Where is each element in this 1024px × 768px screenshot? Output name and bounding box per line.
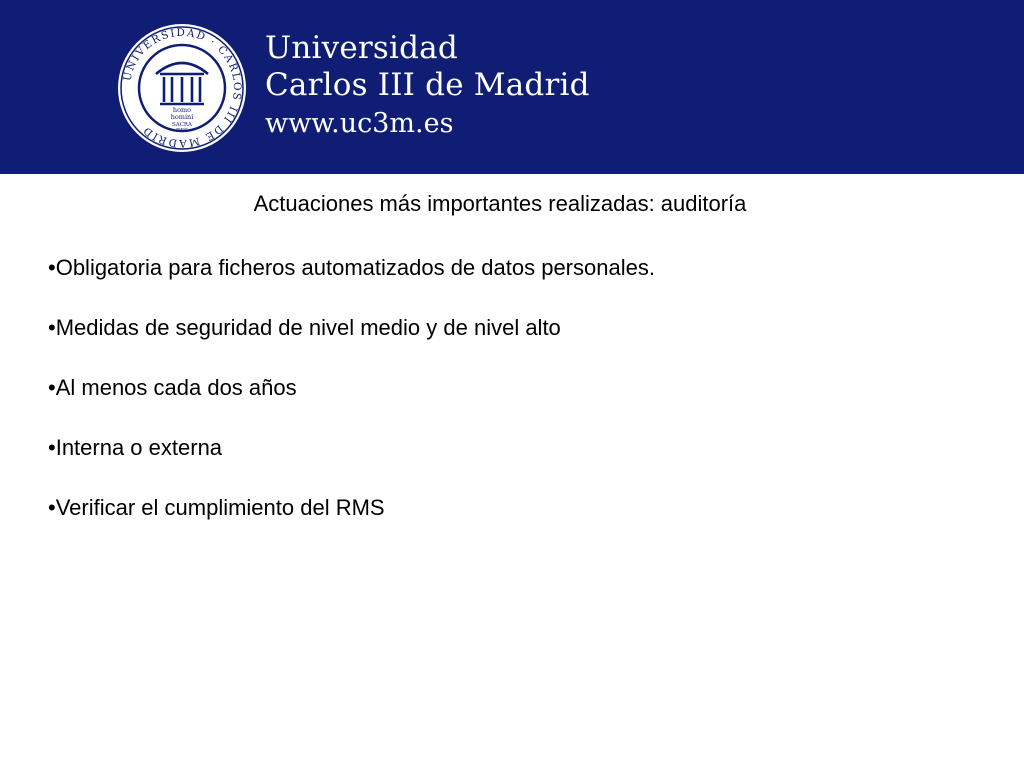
bullet-item: •Verificar el cumplimiento del RMS bbox=[48, 495, 385, 520]
bullet-item: •Al menos cada dos años bbox=[48, 375, 297, 400]
university-wordmark bbox=[265, 30, 590, 142]
brand-name-line1: Universidad bbox=[265, 30, 458, 66]
bullet-item: •Interna o externa bbox=[48, 435, 223, 460]
slide-title: Actuaciones más importantes realizadas: auditoría bbox=[253, 191, 747, 216]
svg-text:SACRA: SACRA bbox=[171, 122, 193, 128]
bullet-item: •Medidas de seguridad de nivel medio y de nivel alto bbox=[48, 315, 561, 340]
svg-text:UNIVERSIDAD · CARLOS III DE MA: UNIVERSIDAD · CARLOS III DE MADRID bbox=[121, 26, 244, 150]
brand-name-line2: Carlos III de Madrid bbox=[265, 67, 590, 103]
svg-text:homini: homini bbox=[170, 113, 194, 121]
bullet-item: •Obligatoria para ficheros automatizados de datos personales. bbox=[48, 255, 655, 280]
brand-url: www.uc3m.es bbox=[265, 108, 454, 139]
svg-text:homo: homo bbox=[172, 106, 192, 114]
svg-text:RES: RES bbox=[176, 128, 188, 134]
header-banner bbox=[0, 0, 1024, 174]
university-seal-logo bbox=[116, 22, 248, 154]
bullet-list bbox=[48, 254, 655, 554]
